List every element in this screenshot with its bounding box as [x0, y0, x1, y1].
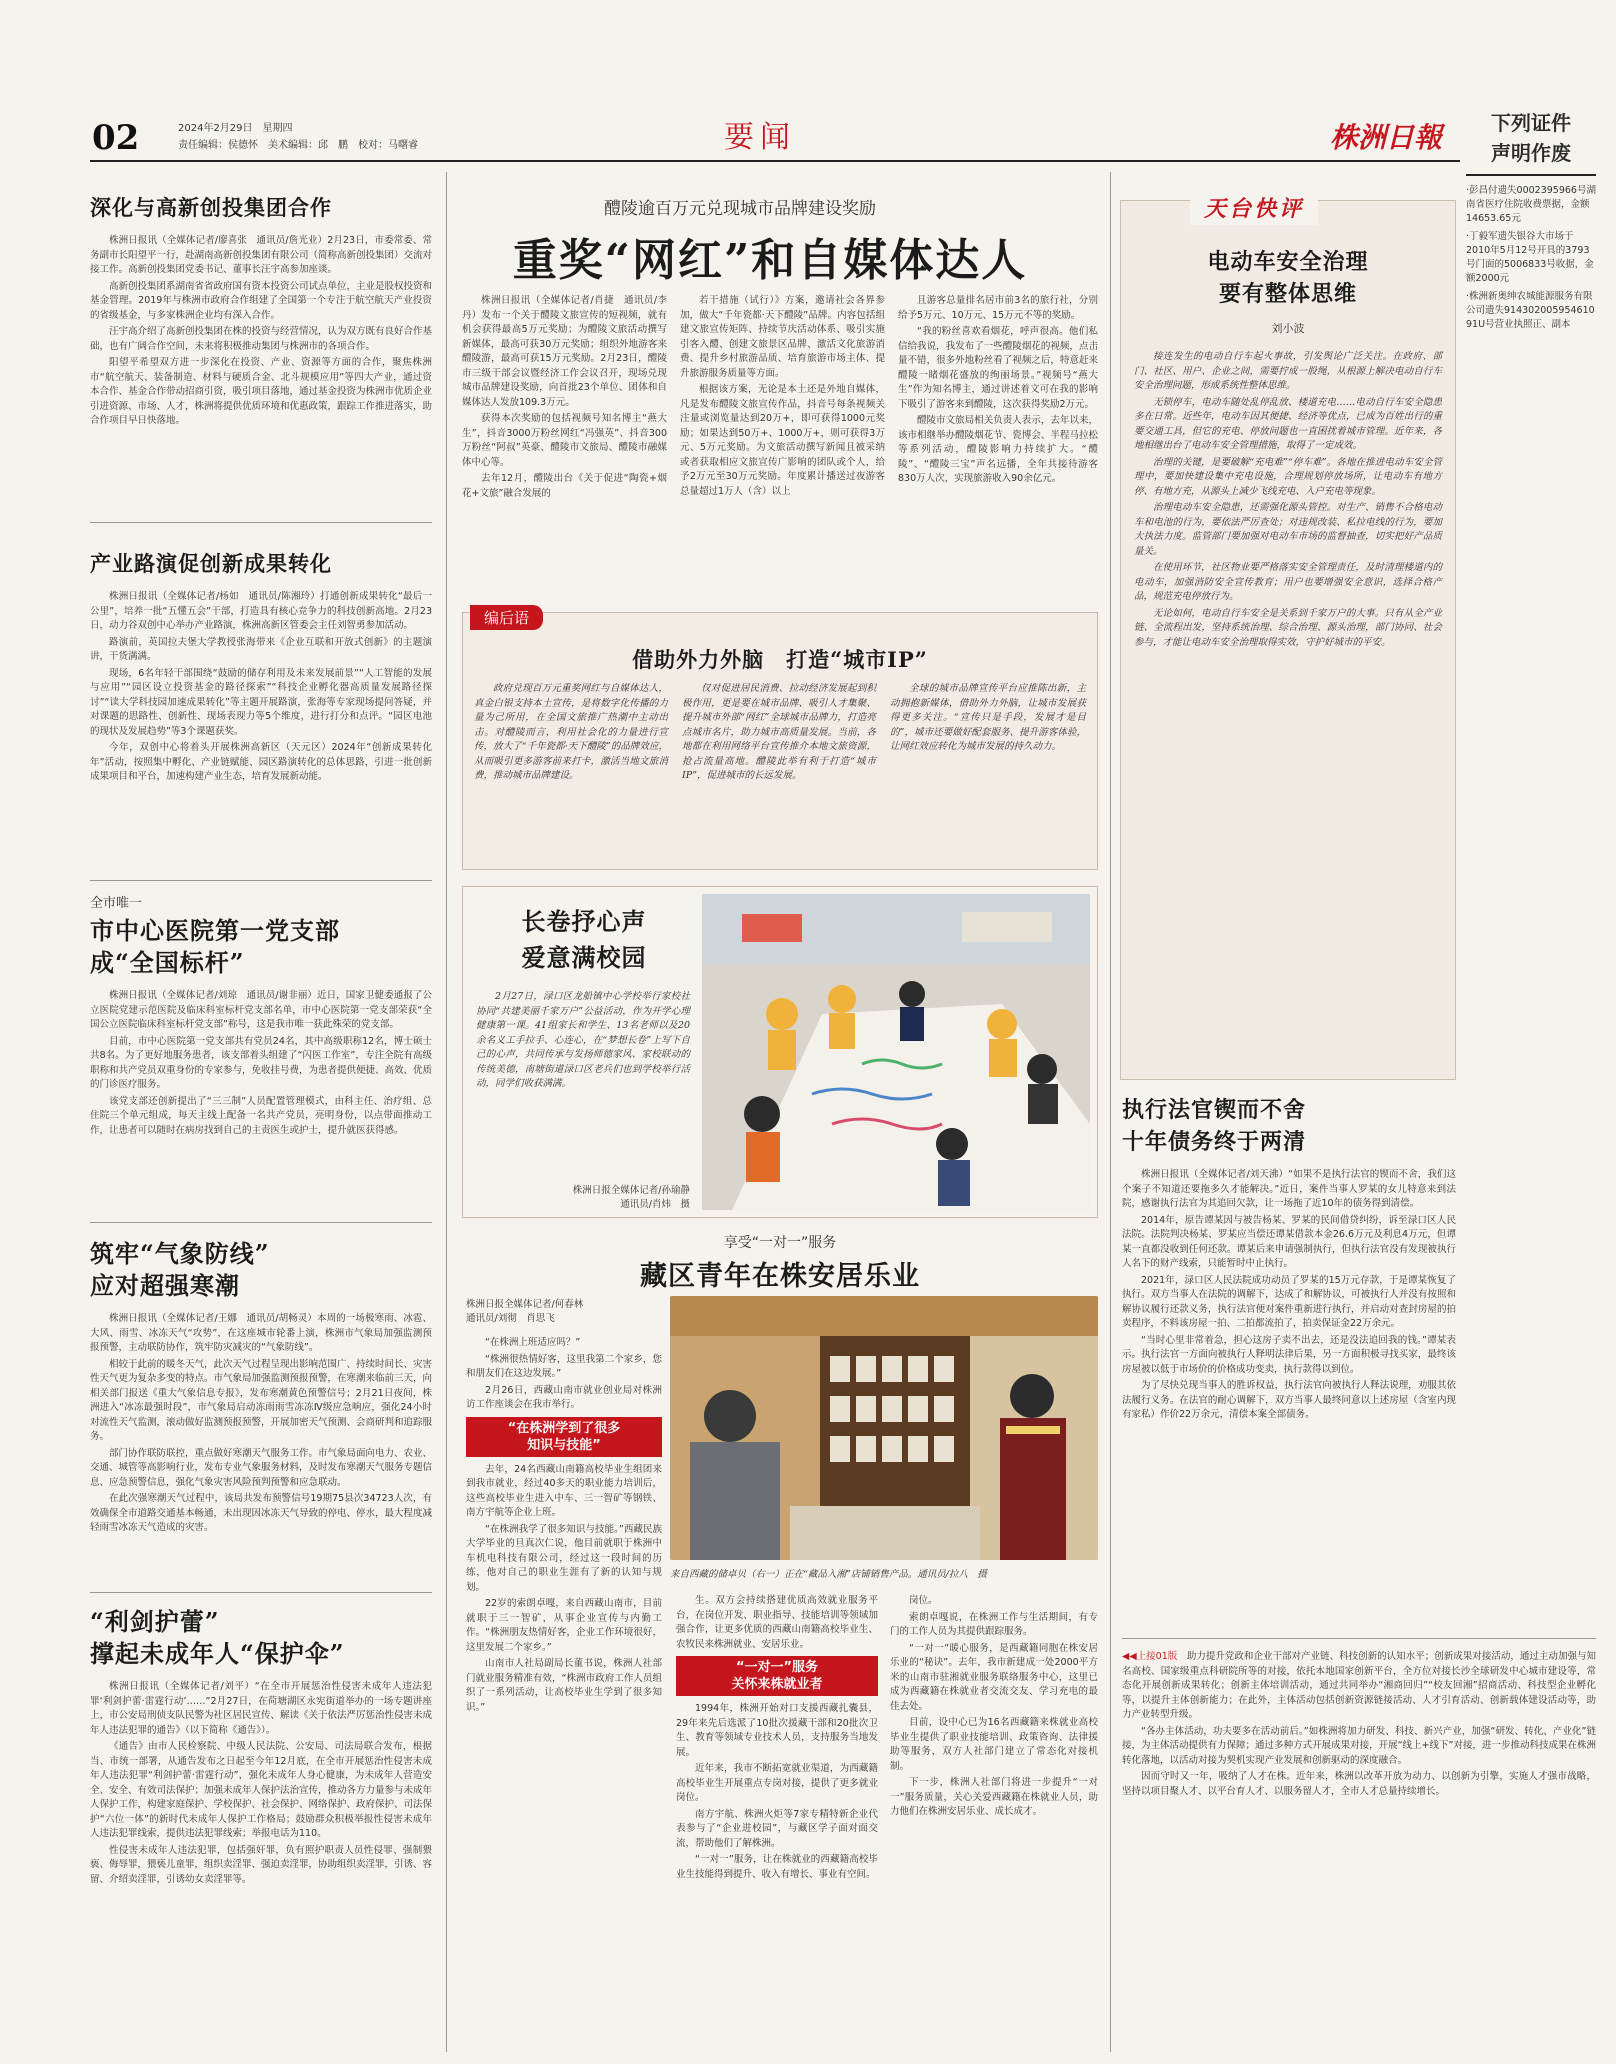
article-title: 市中心医院第一党支部 成“全国标杆” [90, 916, 340, 977]
lead-kicker: 醴陵逾百万元兑现城市品牌建设奖励 [604, 199, 876, 219]
paragraph: 治理电动车安全隐患，还需强化源头管控。对生产、销售不合格电动车和电池的行为，要依法严厉查处；对违规改装、私拉电线的行为，要加大执法力度。监管部门要加强对电动车市场的监督抽查，切实把好产品质量关。 [1134, 502, 1442, 557]
notice-sidebar [1466, 108, 1596, 418]
article-continued [1122, 1650, 1596, 1801]
article-title: 产业路演促创新成果转化 [90, 551, 332, 576]
tibet-column-1 [466, 1336, 662, 1717]
staff-line: 责任编辑：侯德怀 美术编辑：邱 鹏 校对：马曙睿 [178, 140, 418, 151]
paragraph: 无论如何，电动自行车安全是关系到千家万户的大事。只有从全产业链、全流程出发，坚持系统治理、综合治理、源头治理，部门协同、社会参与，才能让电动车安全治理取得实效，守护好城市的平安。 [1134, 607, 1442, 648]
paragraph: 在此次强寒潮天气过程中，该局共发布预警信号19期75县次34723人次，有效确保全市道路交通基本畅通，未出现因冰冻天气导致的停电、停水，最大程度减轻雨雪冰冻天气造成的灾害。 [90, 1493, 433, 1533]
paragraph: 22岁的索朗卓嘎，来自西藏山南市，目前就职于三一智矿，从事企业宣传与内勤工作。“株洲朋友热情好客，企业工作环境很好，这里发展二个家乡。” [466, 1598, 662, 1653]
paragraph: 2014年，原告谭某因与被告杨某、罗某的民间借贷纠纷，诉至渌口区人民法院。法院判决杨某、罗某应当偿还谭某借款本金26.6万元及利息4万元，但谭某一直都没收到任何还款。谭某后来申请强制执行，但执行法官没有发现被执行人名下的财产线索，只能暂时中止执行。 [1122, 1214, 1456, 1269]
paragraph: 2月26日，西藏山南市就业创业局对株洲访工作座谈会在我市举行。 [466, 1384, 662, 1410]
masthead-rule [90, 160, 1460, 162]
paragraph: 无锁停车，电动车随处乱停乱放、楼道充电……电动自行车安全隐患多在日常。近些年，电动车因其便捷、经济等优点，已成为百姓出行的重要交通工具，但它的充电、停放问题也一直困扰着城市管理。近年来，各地相继出台了电动车安全管理措施，取得了一定成效。 [1134, 396, 1442, 451]
divider [90, 1222, 432, 1223]
paper-logo: 株洲日報 [1330, 121, 1443, 154]
tibet-title: 藏区青年在株安居乐业 [640, 1261, 920, 1292]
divider [90, 1592, 432, 1593]
article-judge-debt [1122, 1094, 1456, 1425]
paragraph: 为了尽快兑现当事人的胜诉权益，执行法官向被执行人释法说理，劝服其依法履行义务。在法官的耐心调解下，双方当事人最终同意以上述房屋（含室内现有家私）作价22万余元，清偿本案全部债务。 [1122, 1380, 1456, 1420]
paragraph: 索朗卓嘎说，在株洲工作与生活期间，有专门的工作人员为其提供跟踪服务。 [890, 1611, 1098, 1637]
article-industry-roadshow [90, 548, 432, 787]
paragraph: 1994年，株洲开始对口支援西藏扎囊县，29年来先后选派了10批次援藏干部和20批次卫生、教育等领域专业技术人员，支持服务当地发展。 [676, 1703, 878, 1758]
paragraph: 部门协作联防联控，重点做好寒潮天气服务工作。市气象局面向电力、农业、交通、城管等高影响行业，发布专业气象服务材料，及时发布寒潮天气服务专题信息、应急预警信息，强化气象灾害风险预判预警和应急联动。 [90, 1447, 433, 1488]
article-title: “利剑护蕾” 撑起未成年人“保护伞” [90, 1607, 345, 1668]
tibet-byline: 株洲日报全媒体记者/何春林 通讯员/刘彻 肖思飞 [466, 1299, 584, 1324]
paragraph: “一对一”服务，让在株就业的西藏籍高校毕业生技能得到提升、收入有增长、事业有空间。 [676, 1854, 878, 1880]
paragraph: 近年来，我市不断拓宽就业渠道，为西藏籍高校毕业生开展重点专岗对接，提供了更多就业岗位。 [676, 1763, 878, 1803]
tibet-shop-photo [670, 1296, 1098, 1560]
tibet-subhead-2: “一对一”服务 关怀来株就业者 [676, 1656, 878, 1696]
paragraph: 今年，双创中心将着头开展株洲高新区（天元区）2024年“创新成果转化年”活动，按照集中孵化、产业链赋能、园区路演转化的总体思路，引进一批创新成果项目和平台，加速构建产业生态，培育发展新动能。 [90, 742, 432, 782]
editor-note-column-1 [474, 682, 668, 786]
section-title: 要闻 [724, 120, 796, 155]
editor-note-column-2 [682, 682, 876, 786]
photo-story-credit: 株洲日报全媒体记者/孙瑜静 通讯员/肖炜 摄 [572, 1185, 690, 1210]
editor-note-tag: 编后语 [470, 605, 543, 630]
paragraph: 株洲日报讯（全媒体记者/刘琼 通讯员/谢非丽）近日，国家卫健委通报了公立医院党建示范医院及临床科室标杆党支部名单，市中心医院第一党支部荣获“全国公立医院临床科室标杆党支部”称号，这是我市唯一获此殊荣的党支部。 [90, 990, 432, 1030]
paragraph: 路演前，英国拉夫堡大学教授张海带来《企业互联和开放式创新》的主题演讲，干货满满。 [90, 636, 432, 662]
lead-title: 重奖“网红”和自媒体达人 [512, 235, 1028, 286]
paragraph: 山南市人社局副局长董书说，株洲人社部门就业服务精准有效，“株洲市政府工作人员组织了一系列活动，让高校毕业生学到了很多知识。” [466, 1658, 662, 1713]
notice-item: ·株洲新奥绅农城能源服务有限公司遗失914302005954610 91U号营业执照正、副本 [1466, 291, 1595, 330]
photo-story-text [476, 990, 690, 1094]
article-hospital-party-branch [90, 892, 432, 1140]
paragraph: “在株洲上班适应吗？” [485, 1337, 581, 1348]
paragraph: “一对一”暖心服务，是西藏籍同胞在株安居乐业的“秘诀”。去年，我市新建成一处2000平方米的山南市驻湘就业服务联络服务中心，这里已成为西藏籍在株就业者交流交友、学习充电的最佳去处。 [890, 1642, 1098, 1712]
article-title: 筑牢“气象防线” 应对超强寒潮 [90, 1239, 270, 1300]
article-gaoxin-cooperation [90, 192, 432, 431]
paragraph: 下一步，株洲人社部门将进一步提升“一对一”服务质量，关心关爱西藏籍在株就业人员，助力他们在株洲安居乐业、成长成才。 [890, 1777, 1098, 1817]
paragraph: 且游客总量排名居市前3名的旅行社，分别给予5万元、10万元、15万元不等的奖励。 [898, 295, 1098, 321]
paragraph: 现场，6名年轻干部围绕“鼓励的储存利用及未来发展前景”“人工智能的发展与应用”“园区设立投资基金的路径探索”“科技企业孵化器高质量发展路径探讨”“读大学科技园加速成果转化”等主题开展路演，张海等专家现场提问答疑，并对课题的思路性、创新性、现场表现力等5个维度，进行打分和点评。“园区电池的现状及发展趋势”等3个课题获奖。 [90, 667, 432, 737]
divider [90, 522, 432, 523]
paragraph: 阳望平希望双方进一步深化在投资、产业、资源等方面的合作，聚焦株洲市“航空航天、装备制造、材料与硬质合金、北斗规模应用”等四大产业，通过资本合作、基金合作带动招商引资，吸引项目落地，通过基金投资为株洲市优质企业引进资源、市场、人才，株洲将提供优质环境和优惠政策，跟踪工作推进落实，助合作项目早日快落地。 [90, 357, 433, 426]
paragraph: 株洲日报讯（全媒体记者/肖捷 通讯员/李丹）发布一个关于醴陵文旅宣传的短视频，就有机会获得最高5万元奖励；为醴陵文旅活动撰写新媒体，最高可获30万元奖励；组织外地游客来醴陵游，最高可获15万元奖励。2月23日，醴陵市三级干部会议暨经济工作会议召开，现场兑现城市品牌建设奖励，向首批23个单位、团体和自媒体达人发放109.3万元。 [462, 295, 667, 408]
tibet-subhead-1: “在株洲学到了很多 知识与技能” [466, 1417, 662, 1457]
school-scroll-photo [702, 894, 1090, 1210]
paragraph: 助力提升党政和企业干部对产业链、科技创新的认知水平；创新成果对接活动，通过主动加强与知名高校、国家级重点科研院所等的对接，依托本地国家创新平台，全方位对接长沙全球研发中心城市建设等，常态化开展创新成果转化；创新主体培训活动，通过共同举办“湘商回归”“校友回湘”招商活动、科技型企业孵化等，以提升主体创新能力；在此外，主体活动包括创新资源链接活动、人才引育活动、创新载体建设活动等，助力产业转型升级。 [1122, 1651, 1596, 1720]
paragraph: “在株洲我学了很多知识与技能。”西藏民族大学毕业的旦真次仁说，他目前就职于株洲中车机电科技有限公司，经过这一段时间的历练，他对自己的职业生涯有了新的认知与规划。 [466, 1523, 662, 1593]
article-weather-defense [90, 1238, 432, 1538]
paragraph: 因而守时又一年，吸纳了人才在株。近年来，株洲以改革开放为动力、以创新为引擎，实施人才强市战略，坚持以项目聚人才、以平台育人才、以服务留人才，全市人才总量持续增长。 [1122, 1771, 1596, 1797]
paragraph: 去年，24名西藏山南籍高校毕业生组团来到我市就业，经过40多天的职业能力培训后，这些高校毕业生进入中车、三一智矿等钢铁、南方宇航等企业上班。 [466, 1463, 662, 1518]
paragraph: 目前，设中心已为16名西藏籍来株就业高校毕业生提供了职业技能培训、政策咨询、法律援助等服务，双方人社部门建立了常态化对接机制。 [890, 1717, 1098, 1772]
column-rule [1110, 172, 1111, 2052]
paragraph: “株洲很热情好客，这里我第二个家乡，您和朋友们在这边发展。” [466, 1353, 662, 1379]
paragraph: 生。双方会持续搭建优质高效就业服务平台，在岗位开发、职业指导、技能培训等领域加强合作，让更多优质的西藏山南籍高校毕业生、农牧民来株洲就业、安居乐业。 [676, 1595, 878, 1650]
paragraph: 去年12月，醴陵出台《关于促进“陶瓷+烟花+文旅”融合发展的 [462, 473, 667, 499]
paragraph: 《通告》由市人民检察院、中级人民法院、公安局、司法局联合发布，根据当、市统一部署，从通告发布之日起至今年12月底，在全市开展惩治性侵害未成年人违法犯罪“利剑护蕾·雷霆行动”，强化未成年人身心健康，为未成年人营造安全、安全、有效司法保护；加强未成年人保护法治宣传，推动各方力量参与未成年人保护工作，构建家庭保护、学校保护、社会保护、网络保护、政府保护、司法保护“六位一体”的新时代未成年人保护工作格局；鼓励群众积极举报性侵害未成年人违法犯罪线索，提供违法犯罪线索；举报电话为110。 [90, 1741, 433, 1839]
lead-column-1 [462, 294, 667, 503]
divider [90, 880, 432, 881]
paragraph: 政府兑现百万元重奖网红与自媒体达人，真金白银支持本土宣传，是将数字化传播的力量为己所用，在全国文旅推广热潮中主动出击。对醴陵而言，利用社会化的力量进行宣传，放大了“千年瓷都·天下醴陵”的品牌效应，从而吸引更多游客前来打卡，激活当地文旅消费，推动城市品牌建设。 [474, 683, 668, 781]
date-line: 2024年2月29日 星期四 [178, 123, 293, 134]
paragraph: 全球的城市品牌宣传平台应推陈出新，主动拥抱新媒体，借助外力外脑，让城市发展获得更多关注。“宣传只是手段，发展才是目的”，城市还要做好配套服务、提升游客体验，让网红效应转化为城市发展的持久动力。 [890, 683, 1086, 752]
divider [1122, 1638, 1596, 1639]
notice-item: ·彭昌付遗失0002395966号湖南省医疗住院收费票据，金额14653.65元 [1466, 185, 1596, 224]
article-title: 执行法官锲而不舍 十年债务终于两清 [1122, 1097, 1307, 1155]
commentary-author: 刘小波 [1271, 322, 1305, 335]
article-title: 深化与高新创投集团合作 [90, 195, 332, 220]
paragraph: 根据该方案，无论是本土还是外地自媒体，凡是发布醴陵文旅宣传作品，抖音号每条视频关注量或浏览量达到20万+，即可获得1000元奖励；如果达到50万+、1000万+，则可获得3万元、5万元奖励。为文旅活动撰写新闻且被采纳或者获取相应文旅宣传广影响的团队或个人，给予2万元至30万元奖励。年度累计播送过夜游客总量超过1万人（含）以上 [680, 384, 885, 497]
paragraph: 株洲日报讯（全媒体记者/刘天沸）“如果不是执行法官的锲而不舍，我们这个案子不知道还要拖多久才能解决。”近日，案件当事人罗某的女儿特意来到法院，感谢执行法官为其追回欠款，让一场拖了近10年的债务得到清偿。 [1122, 1169, 1456, 1209]
editor-note-column-3 [890, 682, 1086, 757]
paragraph: 株洲日报讯（全媒体记者/廖喜张 通讯员/詹光业）2月23日，市委常委、常务副市长阳望平一行，赴湖南高新创投集团有限公司（简称高新创投集团）交流对接工作。高新创投集团党委书记、董事长汪宇高参加座谈。 [90, 235, 433, 275]
paragraph: 治理的关键，是要破解“充电难”“停车难”。各地在推进电动车安全管理中，要加快建设集中充电设施，合理规划停放场所，让电动车有地方停、有地方充，从源头上减少飞线充电、入户充电等现象。 [1134, 456, 1442, 497]
paragraph: “各办主体活动，功夫要多在活动前后。”如株洲将加力研发、科技、新兴产业，加强“研发、转化、产业化”链接，为主体活动提供有力保障；通过多种方式开展成果对接，开展“线上+线下”对接，进一步推动科技成果在株洲转化落地，以活动对接为契机实现产业发展和创新驱动的深度融合。 [1122, 1725, 1596, 1766]
paragraph: 汪宇高介绍了高新创投集团在株的投资与经营情况，认为双方既有良好合作基础，也有广阔合作空间，未来将积极推动集团与株洲市的各项合作。 [90, 326, 433, 352]
commentary-body [1134, 350, 1442, 652]
paragraph: 在使用环节，社区物业要严格落实安全管理责任，及时清理楼道内的电动车，加强消防安全宣传教育；用户也要增强安全意识，选择合格产品，规范充电停放行为。 [1134, 562, 1442, 602]
lead-column-3 [898, 294, 1098, 489]
tibet-kicker: 享受“一对一”服务 [723, 1235, 837, 1251]
column-rule [446, 172, 447, 2052]
paragraph: 性侵害未成年人违法犯罪，包括强奸罪，负有照护职责人员性侵罪、强制猥亵、侮辱罪，猥亵儿童罪，组织卖淫罪、强迫卖淫罪，协助组织卖淫罪，引诱、容留、介绍卖淫罪，引诱幼女卖淫罪等。 [90, 1844, 433, 1885]
paragraph: 该党支部还创新提出了“三三制”人员配置管理模式，由科主任、治疗组、总住院三个单元组成，每天主线上配备一名共产党员，亮明身份，以点带面推动工作，让患者可以随时在病房找到自己的主责医生或护士，提升就医获得感。 [90, 1095, 432, 1136]
page-number: 02 [92, 118, 140, 158]
paragraph: 醴陵市文旅局相关负责人表示，去年以来，该市相继举办醴陵烟花节、瓷博会、半程马拉松等系列活动，醴陵影响力持续扩大。“醴陵”、“醴陵三宝”声名远播，全年共接待游客830万人次，实现旅游收入90余亿元。 [898, 415, 1098, 484]
paragraph: “当时心里非常着急，担心这房子卖不出去，还是没法追回我的钱。”谭某表示。执行法官一方面向被执行人释明法律后果，另一方面积极寻找买家，最终该房屋被以低于市场价的价格成功变卖，执行款得以到位。 [1122, 1334, 1456, 1375]
tibet-photo-caption: 来自西藏的储卓贝（右一）正在“藏品入湘”店铺销售产品。通讯员/拉八 摄 [670, 1569, 987, 1580]
paragraph: 株洲日报讯（全媒体记者/王娜 通讯员/胡畅灵）本周的一场极寒雨、冰雹、大风、雨雪、冰冻天气“攻势”，在这座城市轮番上演，株洲市气象局加强监测预报预警，主动联防协作，筑牢防灾减灾的“气象防线”。 [90, 1313, 432, 1353]
paragraph: 高新创投集团系湖南省省政府国有资本投资公司试点单位，主业是股权投资和基金管理。2019年与株洲市政府合作组建了全国第一个专注于航空航天产业投资的省级基金，与多家株洲企业均有深入合作。 [90, 280, 433, 321]
lead-column-2 [680, 294, 885, 501]
article-minor-protection [90, 1606, 432, 1889]
paragraph: 株洲日报讯（全媒体记者/刘平）“在全市开展惩治性侵害未成年人违法犯罪‘利剑护蕾·雷霆行动’……”2月27日，在荷塘湖区永宪街道举办的一场专题讲座上，市公安局刑侦支队民警为社区居民宣传、解读《关于依法严厉惩治性侵害未成年人违法犯罪的通告》（以下简称《通告》）。 [90, 1681, 433, 1736]
editor-note-title: 借助外力外脑 打造“城市IP” [632, 647, 928, 672]
paragraph: “我的粉丝喜欢看烟花，呼声很高。他们私信给我说，我发布了一些醴陵烟花的视频，点击量不错，很多外地粉丝看了视频之后，特意赶来醴陵一睹烟花盛放的绚丽场景。”视频号“燕大生”作为知名博主，通过讲述着文可在我的影响下吸引了游客来到醴陵，这次获得奖励2万元。 [898, 326, 1098, 410]
continued-paragraph-1 [1122, 1650, 1596, 1723]
commentary-column-name: 天台快评 [1190, 190, 1318, 225]
paragraph: 2月27日，渌口区龙船镇中心学校举行家校社协同“共建美丽千家万户”公益活动，作为开学心理健康第一课。41组家长和学生、13名老师以及20余名义工手拉手、心连心，在“梦想长卷”上写下自己的心声，共同传承与发扬师德家风、家校联动的传统美德，南塘街道渌口区老兵们也到学校举行活动，同学们收获满满。 [476, 991, 690, 1089]
tibet-column-2 [676, 1594, 878, 1884]
paragraph: 接连发生的电动自行车起火事故，引发舆论广泛关注。在政府、部门、社区、用户、企业之间，需要拧成一股绳，从根源上解决电动自行车安全治理问题，形成系统性整体思维。 [1134, 351, 1442, 391]
paragraph: 获得本次奖励的包括视频号知名博主“燕大生”，抖音3000万粉丝网红“冯强英”、抖音300万粉丝“阿叔”英豪、醴陵市文旅局、醴陵市融媒体中心等。 [462, 413, 667, 468]
paragraph: 岗位。 [909, 1595, 938, 1606]
paragraph: 2021年，渌口区人民法院成功动员了罗某的15万元存款，于是谭某恢复了执行。双方当事人在法院的调解下，达成了和解协议，可被执行人并没有按照和解协议履行还款义务，执行法官便对案件重新进行执行，并启动对查封房屋的拍卖程序，不料该房屋一拍、二拍都流拍了，拍卖保证金22万余元。 [1122, 1274, 1456, 1329]
tibet-column-3 [890, 1594, 1098, 1822]
paragraph: 相较于此前的暖冬天气，此次天气过程呈现出影响范围广、持续时间长、灾害性天气更为复杂多变的特点。市气象局加强监测预报预警，在寒潮来临前三天，向相关部门报送《重大气象信息专报》，发布寒潮黄色预警信号；2月21日夜间，株洲进入“冰冻最强时段”，市气象局启动冻雨雨雪冻冻Ⅳ级应急响应，强化24小时对流性天气监测，滚动做好监测预报预警，开展加密天气预测、会商研判和追踪服务。 [90, 1358, 433, 1442]
continued-from-label: ◀◀上接01版 [1122, 1651, 1178, 1662]
paragraph: 若干措施（试行）》方案，邀请社会各界参加，做大“千年瓷都·天下醴陵”品牌。内容包括组建文旅宣传矩阵、持续节庆活动体系、吸引实施引客入醴、创建文旅景区品牌、激活文化旅游消费、提升乡村旅游品质、培育旅游市场主体、提升旅游服务质量等方面。 [680, 295, 885, 379]
paragraph: 株洲日报讯（全媒体记者/杨如 通讯员/陈湘玲）打通创新成果转化“最后一公里”，培养一批“五懂五会”干部，打造具有核心竞争力的科技创新高地。2月23日，动力谷双创中心举办产业路演，株洲高新区管委会主任刘智勇参加活动。 [90, 591, 432, 631]
photo-story-title: 长卷抒心声 爱意满校园 [521, 907, 647, 972]
article-kicker: 全市唯一 [90, 896, 143, 911]
paragraph: 南方宇航、株洲火炬等7家专精特新企业代表参与了“企业进校园”，与藏区学子面对面交流，帮助他们了解株洲。 [676, 1808, 878, 1849]
commentary-title: 电动车安全治理 要有整体思维 [1207, 249, 1369, 307]
paragraph: 目前，市中心医院第一党支部共有党员24名，其中高级职称12名，博士硕士共8名。为了更好地服务患者，该支部着头组建了“闪医工作室”，专注全院有高级职称和共产党员双重身份的专家参与，免收挂号费，为患者提供便捷、高效、优质的门诊医疗服务。 [90, 1035, 433, 1090]
notice-item: ·丁毅军遗失银谷大市场于2010年5月12号开具的3793号门面的5006833号收据，金额2000元 [1466, 231, 1594, 284]
paragraph: 仅对促进居民消费、拉动经济发展起到积极作用，更是要在城市品牌、吸引人才集聚、提升城市外部“网红”全球城市品牌力，打造亮点城市名片，助力城市高质量发展。当前，各地都在利用网络平台宣传推介本地文旅资源，抢占流量高地。醴陵此举有利于打造“城市IP”，促进城市的长远发展。 [682, 683, 876, 781]
notice-title: 下列证件 声明作废 [1466, 108, 1596, 176]
